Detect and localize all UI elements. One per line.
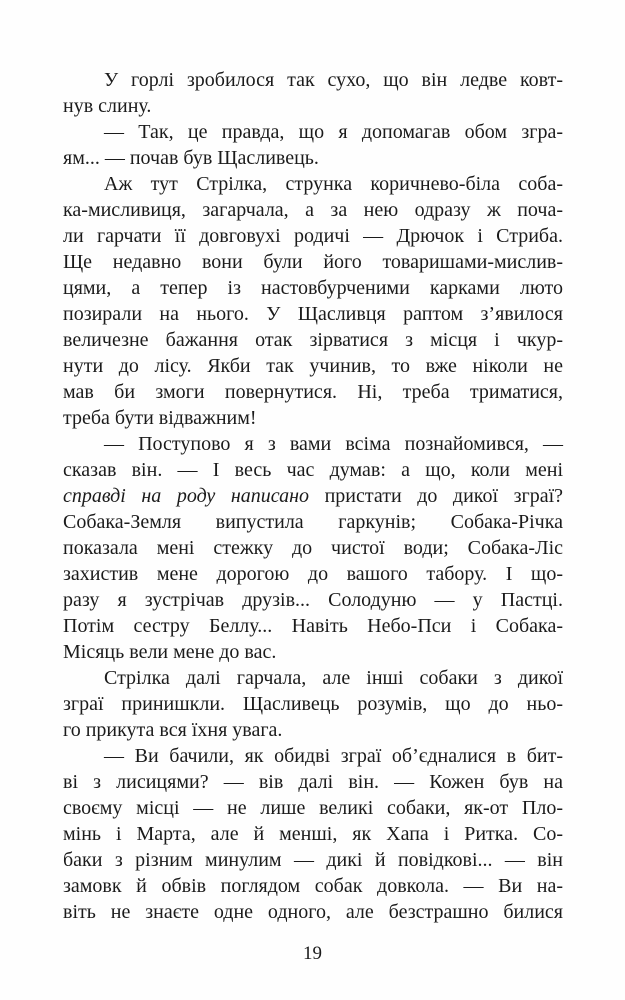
text-line xyxy=(63,405,563,431)
text-segment: Місяць вели мене до вас. xyxy=(63,641,277,663)
text-line xyxy=(63,171,563,197)
paragraph xyxy=(63,431,563,665)
text-line xyxy=(63,691,563,717)
text-line xyxy=(63,327,563,353)
text-segment: пристати до дикої зграї? xyxy=(309,485,564,507)
text-line xyxy=(63,301,563,327)
text-segment: сказав він. — І весь час думав: а що, коли мені xyxy=(63,459,563,481)
text-line xyxy=(63,275,563,301)
text-line xyxy=(63,145,563,171)
paragraph xyxy=(63,119,563,171)
text-line xyxy=(63,717,563,743)
text-line xyxy=(63,249,563,275)
text-line xyxy=(63,119,563,145)
text-block xyxy=(63,67,563,925)
text-line xyxy=(63,795,563,821)
text-line xyxy=(63,743,563,769)
text-segment: баки з різним минулим — дикі й повідкові... — він xyxy=(63,849,563,871)
text-line xyxy=(63,847,563,873)
text-segment: замовк й обвів поглядом собак довкола. — Ви на- xyxy=(63,875,563,897)
paragraph xyxy=(63,171,563,431)
text-segment: го прикута вся їхня увага. xyxy=(63,719,283,741)
text-line xyxy=(63,587,563,613)
text-line xyxy=(63,483,563,509)
text-segment: зграї принишкли. Щасливець розумів, що до ньо- xyxy=(63,693,563,715)
text-segment: Потім сестру Беллу... Навіть Небо-Пси і Собака- xyxy=(63,615,563,637)
text-segment: показала мені стежку до чистої води; Собака-Ліс xyxy=(63,537,563,559)
text-segment: величезне бажання отак зірватися з місця і чкур- xyxy=(63,329,563,351)
text-line xyxy=(63,535,563,561)
paragraph xyxy=(63,67,563,119)
text-segment: Собака-Земля випустила гаркунів; Собака-Річка xyxy=(63,511,563,533)
text-line xyxy=(63,93,563,119)
text-line xyxy=(63,873,563,899)
text-segment: мав би змоги повернутися. Ні, треба триматися, xyxy=(63,381,563,403)
text-segment: — Поступово я з вами всіма познайомився, — xyxy=(104,433,563,455)
text-line xyxy=(63,379,563,405)
text-segment: нув слину. xyxy=(63,95,152,117)
text-segment: Ще недавно вони були його товаришами-мислив- xyxy=(63,251,563,273)
text-segment: віть не знаєте одне одного, але безстрашно билися xyxy=(63,901,563,923)
text-line xyxy=(63,223,563,249)
text-line xyxy=(63,509,563,535)
text-segment: У горлі зробилося так сухо, що він ледве ковт- xyxy=(104,69,563,91)
text-line xyxy=(63,197,563,223)
paragraph xyxy=(63,743,563,925)
text-segment: ям... — почав був Щасливець. xyxy=(63,147,319,169)
text-segment-italic: справді на роду написано xyxy=(63,485,310,507)
text-segment: Стрілка далі гарчала, але інші собаки з дикої xyxy=(104,667,563,689)
text-line xyxy=(63,665,563,691)
text-line xyxy=(63,899,563,925)
text-segment: своєму місці — не лише великі собаки, як-от Пло- xyxy=(63,797,563,819)
text-segment: — Ви бачили, як обидві зграї об’єдналися в бит- xyxy=(104,745,563,767)
text-segment: Аж тут Стрілка, струнка коричнево-біла соба- xyxy=(104,173,563,195)
text-segment: разу я зустрічав друзів... Солодуню — у Пастці. xyxy=(63,589,563,611)
text-segment: ві з лисицями? — вів далі він. — Кожен був на xyxy=(63,771,563,793)
text-line xyxy=(63,821,563,847)
paragraph xyxy=(63,665,563,743)
text-line xyxy=(63,457,563,483)
text-segment: захистив мене дорогою до вашого табору. І що- xyxy=(63,563,563,585)
text-segment: — Так, це правда, що я допомагав обом згра- xyxy=(104,121,563,143)
text-segment: мінь і Марта, але й менші, як Хапа і Ритка. Со- xyxy=(63,823,563,845)
text-line xyxy=(63,561,563,587)
text-segment: треба бути відважним! xyxy=(63,407,257,429)
text-segment: нути до лісу. Якби так учинив, то вже ніколи не xyxy=(63,355,563,377)
text-segment: ка-мисливиця, загарчала, а за нею одразу ж поча- xyxy=(63,199,563,221)
text-segment: позирали на нього. У Щасливця раптом з’явилося xyxy=(63,303,563,325)
text-line xyxy=(63,769,563,795)
text-line xyxy=(63,431,563,457)
text-line xyxy=(63,613,563,639)
text-line xyxy=(63,639,563,665)
text-line xyxy=(63,67,563,93)
page-number: 19 xyxy=(303,943,322,964)
text-line xyxy=(63,353,563,379)
text-segment: цями, а тепер із настовбурченими карками люто xyxy=(63,277,563,299)
text-segment: ли гарчати її довговухі родичі — Дрючок і Стриба. xyxy=(63,225,563,247)
